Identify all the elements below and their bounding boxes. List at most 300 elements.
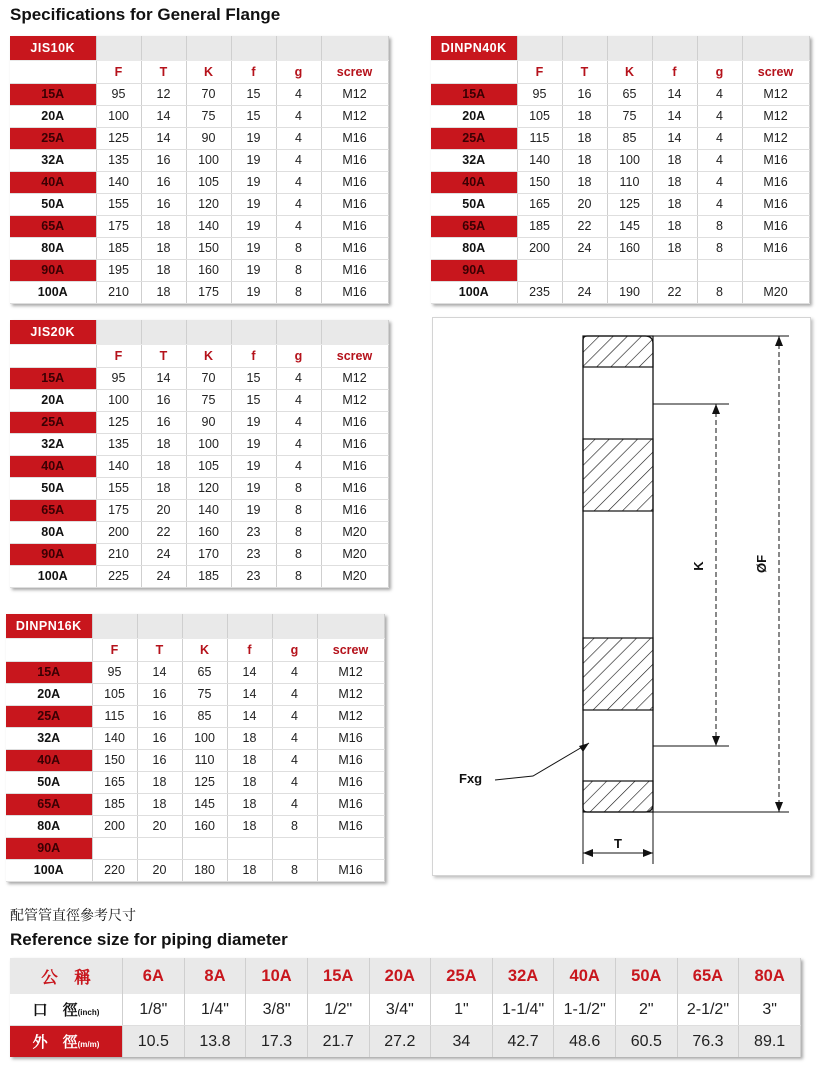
value-cell: 160 [182, 816, 227, 838]
value-cell [607, 260, 652, 282]
value-cell: M16 [321, 434, 388, 456]
value-cell: 200 [92, 816, 137, 838]
size-cell: 40A [10, 172, 96, 194]
table-row [431, 238, 809, 260]
column-header: g [276, 345, 321, 368]
inch-cell: 1/4" [184, 994, 246, 1026]
column-header: F [96, 61, 141, 84]
table-row [10, 194, 388, 216]
value-cell: M16 [317, 816, 384, 838]
value-cell: 100 [607, 150, 652, 172]
value-cell: 175 [96, 216, 141, 238]
value-cell: 8 [276, 260, 321, 282]
value-cell: 14 [227, 684, 272, 706]
header-cell [697, 36, 742, 61]
value-cell: 8 [276, 478, 321, 500]
value-cell: 18 [227, 816, 272, 838]
value-cell: 105 [186, 172, 231, 194]
value-cell: 8 [276, 544, 321, 566]
size-cell: 15A [307, 958, 369, 994]
reference-title-en: Reference size for piping diameter [10, 930, 288, 949]
value-cell: M16 [321, 260, 388, 282]
value-cell: 105 [92, 684, 137, 706]
value-cell: 4 [276, 412, 321, 434]
value-cell: 185 [186, 566, 231, 588]
value-cell: 140 [517, 150, 562, 172]
value-cell: 8 [272, 860, 317, 882]
value-cell: 140 [186, 216, 231, 238]
column-header: f [231, 345, 276, 368]
header-cell [562, 36, 607, 61]
header-cell [231, 320, 276, 345]
size-cell: 20A [431, 106, 517, 128]
value-cell: 24 [562, 238, 607, 260]
inch-cell: 3/8" [246, 994, 308, 1026]
value-cell: 19 [231, 238, 276, 260]
size-cell: 100A [6, 860, 92, 882]
value-cell: 235 [517, 282, 562, 304]
value-cell: 155 [96, 478, 141, 500]
table-title-row [431, 36, 809, 61]
value-cell: 18 [652, 172, 697, 194]
table-row [10, 522, 388, 544]
jis10k-table [10, 36, 389, 304]
value-cell: 20 [562, 194, 607, 216]
value-cell: M12 [317, 706, 384, 728]
value-cell [562, 260, 607, 282]
value-cell: 14 [652, 106, 697, 128]
value-cell: M12 [742, 106, 809, 128]
value-cell [92, 838, 137, 860]
size-cell: 50A [10, 478, 96, 500]
value-cell: 19 [231, 128, 276, 150]
table-row [10, 172, 388, 194]
table-row [6, 728, 384, 750]
value-cell: 105 [186, 456, 231, 478]
value-cell: 19 [231, 500, 276, 522]
header-cell [96, 320, 141, 345]
value-cell: M16 [317, 860, 384, 882]
value-cell: 20 [137, 860, 182, 882]
inch-row [10, 994, 801, 1026]
value-cell: 18 [137, 794, 182, 816]
value-cell: 4 [697, 84, 742, 106]
column-header: F [92, 639, 137, 662]
mm-cell: 17.3 [246, 1026, 308, 1058]
value-cell: 23 [231, 566, 276, 588]
column-header-row [431, 61, 809, 84]
value-cell: M16 [321, 412, 388, 434]
value-cell: 24 [562, 282, 607, 304]
table-title: DINPN16K [6, 614, 92, 639]
mm-cell: 42.7 [492, 1026, 554, 1058]
value-cell [742, 260, 809, 282]
size-cell: 50A [616, 958, 678, 994]
page-title: Specifications for General Flange [10, 5, 281, 24]
value-cell: 22 [562, 216, 607, 238]
value-cell: 90 [186, 412, 231, 434]
value-cell: 19 [231, 260, 276, 282]
value-cell: M16 [321, 150, 388, 172]
value-cell [272, 838, 317, 860]
table-row [6, 662, 384, 684]
value-cell: 18 [141, 216, 186, 238]
value-cell: 18 [141, 434, 186, 456]
column-header: g [697, 61, 742, 84]
size-cell: 6A [123, 958, 185, 994]
value-cell: 4 [276, 106, 321, 128]
inch-cell: 3" [739, 994, 801, 1026]
table-row [6, 684, 384, 706]
table-row [10, 434, 388, 456]
table-row [6, 706, 384, 728]
value-cell: 18 [227, 794, 272, 816]
column-header: f [652, 61, 697, 84]
value-cell: 125 [96, 128, 141, 150]
value-cell: 15 [231, 84, 276, 106]
value-cell: 16 [562, 84, 607, 106]
value-cell: 19 [231, 434, 276, 456]
column-header: g [272, 639, 317, 662]
value-cell: 4 [276, 194, 321, 216]
size-cell: 32A [492, 958, 554, 994]
size-cell: 25A [431, 958, 493, 994]
value-cell: M20 [742, 282, 809, 304]
header-cell [272, 614, 317, 639]
header-cell [96, 36, 141, 61]
value-cell: 145 [182, 794, 227, 816]
column-header: T [141, 61, 186, 84]
value-cell: 14 [141, 368, 186, 390]
value-cell: 210 [96, 544, 141, 566]
header-cell [141, 320, 186, 345]
value-cell: 180 [182, 860, 227, 882]
value-cell: 18 [652, 194, 697, 216]
value-cell: 4 [276, 434, 321, 456]
value-cell: 185 [92, 794, 137, 816]
value-cell: 14 [141, 128, 186, 150]
value-cell: 200 [517, 238, 562, 260]
fxg-label: Fxg [459, 771, 483, 786]
size-cell: 32A [6, 728, 92, 750]
value-cell: 8 [697, 282, 742, 304]
value-cell: 8 [272, 816, 317, 838]
value-cell: M16 [321, 282, 388, 304]
value-cell: 14 [137, 662, 182, 684]
column-header: g [276, 61, 321, 84]
value-cell: 145 [607, 216, 652, 238]
value-cell: 75 [607, 106, 652, 128]
value-cell: 155 [96, 194, 141, 216]
value-cell: 18 [562, 128, 607, 150]
table-row [10, 150, 388, 172]
table-row [431, 128, 809, 150]
value-cell: M20 [321, 522, 388, 544]
value-cell: 200 [96, 522, 141, 544]
value-cell: 18 [227, 750, 272, 772]
table-row [10, 368, 388, 390]
value-cell: 95 [96, 84, 141, 106]
column-header: F [96, 345, 141, 368]
value-cell: M12 [317, 684, 384, 706]
column-header: K [186, 345, 231, 368]
value-cell [517, 260, 562, 282]
value-cell: 4 [276, 390, 321, 412]
value-cell: 14 [652, 84, 697, 106]
value-cell: 115 [92, 706, 137, 728]
column-header-row [10, 345, 388, 368]
value-cell: 19 [231, 282, 276, 304]
inch-cell: 2-1/2" [677, 994, 739, 1026]
value-cell: 95 [517, 84, 562, 106]
value-cell [137, 838, 182, 860]
table-row [10, 128, 388, 150]
header-cell [10, 345, 96, 368]
inch-cell: 1/2" [307, 994, 369, 1026]
value-cell: 4 [272, 750, 317, 772]
size-cell: 8A [184, 958, 246, 994]
value-cell: M16 [321, 216, 388, 238]
column-header: T [137, 639, 182, 662]
value-cell: 19 [231, 478, 276, 500]
value-cell: 18 [652, 238, 697, 260]
size-cell: 25A [431, 128, 517, 150]
value-cell: 90 [186, 128, 231, 150]
value-cell: 75 [186, 390, 231, 412]
value-cell: 18 [227, 860, 272, 882]
table-title: JIS10K [10, 36, 96, 61]
value-cell: 125 [607, 194, 652, 216]
table-row [10, 238, 388, 260]
column-header: screw [317, 639, 384, 662]
value-cell: M16 [321, 194, 388, 216]
table-row [6, 816, 384, 838]
value-cell: 4 [697, 172, 742, 194]
size-cell: 32A [10, 150, 96, 172]
column-header: K [186, 61, 231, 84]
table-row [431, 106, 809, 128]
value-cell: M16 [317, 772, 384, 794]
table-title-row [10, 36, 388, 61]
value-cell: M20 [321, 544, 388, 566]
size-cell: 25A [10, 412, 96, 434]
size-cell: 40A [554, 958, 616, 994]
mm-cell: 76.3 [677, 1026, 739, 1058]
table-title-row [10, 320, 388, 345]
dinpn16k-table [6, 614, 385, 882]
size-cell: 80A [6, 816, 92, 838]
value-cell: M12 [321, 106, 388, 128]
inch-cell: 1-1/4" [492, 994, 554, 1026]
value-cell: 165 [92, 772, 137, 794]
table-row [10, 456, 388, 478]
table-row [6, 794, 384, 816]
t-dimension-label: T [614, 836, 622, 851]
header-cell [276, 36, 321, 61]
value-cell: 18 [141, 456, 186, 478]
table-title: DINPN40K [431, 36, 517, 61]
size-cell: 32A [10, 434, 96, 456]
size-cell: 100A [10, 566, 96, 588]
table-row [10, 566, 388, 588]
table-row [10, 412, 388, 434]
inch-cell: 1-1/2" [554, 994, 616, 1026]
header-cell [431, 61, 517, 84]
value-cell [182, 838, 227, 860]
value-cell: 75 [182, 684, 227, 706]
size-cell: 90A [10, 260, 96, 282]
size-cell: 100A [10, 282, 96, 304]
size-cell: 50A [431, 194, 517, 216]
mm-cell: 10.5 [123, 1026, 185, 1058]
value-cell: M16 [742, 238, 809, 260]
value-cell: 8 [697, 238, 742, 260]
value-cell: M16 [317, 794, 384, 816]
value-cell: 4 [276, 84, 321, 106]
value-cell: 15 [231, 368, 276, 390]
value-cell: 175 [96, 500, 141, 522]
value-cell: M12 [321, 84, 388, 106]
value-cell: 85 [182, 706, 227, 728]
value-cell: 100 [186, 150, 231, 172]
value-cell: 22 [652, 282, 697, 304]
value-cell: 160 [186, 260, 231, 282]
flange-cross-section [433, 318, 810, 875]
size-cell: 90A [431, 260, 517, 282]
value-cell: 65 [182, 662, 227, 684]
value-cell: 18 [562, 172, 607, 194]
value-cell: M16 [317, 728, 384, 750]
value-cell: 4 [697, 150, 742, 172]
column-header: F [517, 61, 562, 84]
value-cell: 125 [96, 412, 141, 434]
table-row [6, 772, 384, 794]
table-row [6, 750, 384, 772]
value-cell: 18 [137, 772, 182, 794]
value-cell: M16 [321, 478, 388, 500]
table-row [10, 260, 388, 282]
table-row [6, 838, 384, 860]
value-cell: 135 [96, 150, 141, 172]
value-cell: 85 [607, 128, 652, 150]
size-cell: 20A [6, 684, 92, 706]
size-cell: 15A [10, 368, 96, 390]
value-cell: M16 [742, 150, 809, 172]
value-cell: 185 [96, 238, 141, 260]
value-cell: 110 [182, 750, 227, 772]
value-cell: M16 [321, 456, 388, 478]
f-dimension-label: ØF [754, 554, 769, 574]
size-cell: 80A [739, 958, 801, 994]
value-cell: 150 [92, 750, 137, 772]
table-row [431, 84, 809, 106]
header-cell [182, 614, 227, 639]
value-cell: 19 [231, 172, 276, 194]
inch-label: 口 徑(inch) [10, 994, 123, 1026]
value-cell: 100 [96, 106, 141, 128]
size-cell: 50A [6, 772, 92, 794]
size-cell: 25A [6, 706, 92, 728]
header-cell [141, 36, 186, 61]
header-cell [742, 36, 809, 61]
size-cell: 65A [10, 500, 96, 522]
value-cell: 8 [276, 282, 321, 304]
size-cell: 40A [10, 456, 96, 478]
value-cell: 14 [227, 706, 272, 728]
value-cell: M16 [321, 500, 388, 522]
table-row [10, 216, 388, 238]
column-header-row [6, 639, 384, 662]
value-cell: 23 [231, 544, 276, 566]
value-cell: 65 [607, 84, 652, 106]
value-cell: 140 [96, 172, 141, 194]
value-cell: 14 [141, 106, 186, 128]
value-cell [227, 838, 272, 860]
value-cell: M16 [742, 194, 809, 216]
size-cell: 65A [6, 794, 92, 816]
header-cell [276, 320, 321, 345]
value-cell: 105 [517, 106, 562, 128]
mm-cell: 27.2 [369, 1026, 431, 1058]
value-cell: 125 [182, 772, 227, 794]
header-cell [652, 36, 697, 61]
value-cell: 22 [141, 522, 186, 544]
size-cell: 80A [431, 238, 517, 260]
value-cell: 8 [697, 216, 742, 238]
value-cell: 4 [276, 128, 321, 150]
outer-diameter-row [10, 1026, 801, 1058]
size-cell: 80A [10, 522, 96, 544]
size-cell: 90A [6, 838, 92, 860]
value-cell: 4 [697, 128, 742, 150]
table-row [10, 106, 388, 128]
column-header: screw [742, 61, 809, 84]
value-cell: 4 [276, 150, 321, 172]
header-cell [607, 36, 652, 61]
table-row [10, 478, 388, 500]
jis20k-table [10, 320, 389, 588]
value-cell: 15 [231, 390, 276, 412]
value-cell: 70 [186, 368, 231, 390]
column-header: T [562, 61, 607, 84]
value-cell: 14 [227, 662, 272, 684]
size-cell: 25A [10, 128, 96, 150]
value-cell: 8 [276, 522, 321, 544]
column-header: screw [321, 345, 388, 368]
mm-cell: 48.6 [554, 1026, 616, 1058]
size-cell: 15A [431, 84, 517, 106]
header-cell [321, 320, 388, 345]
value-cell: 19 [231, 216, 276, 238]
value-cell: 23 [231, 522, 276, 544]
value-cell: 15 [231, 106, 276, 128]
value-cell: 19 [231, 194, 276, 216]
header-cell [231, 36, 276, 61]
value-cell: 95 [96, 368, 141, 390]
value-cell: 120 [186, 478, 231, 500]
value-cell: 19 [231, 456, 276, 478]
value-cell: 20 [137, 816, 182, 838]
value-cell: 18 [141, 238, 186, 260]
value-cell: 24 [141, 544, 186, 566]
value-cell: 19 [231, 412, 276, 434]
value-cell: 14 [652, 128, 697, 150]
nominal-size-row [10, 958, 801, 994]
value-cell: 4 [272, 772, 317, 794]
size-cell: 40A [431, 172, 517, 194]
k-dimension-label: K [691, 561, 706, 571]
value-cell: 185 [517, 216, 562, 238]
